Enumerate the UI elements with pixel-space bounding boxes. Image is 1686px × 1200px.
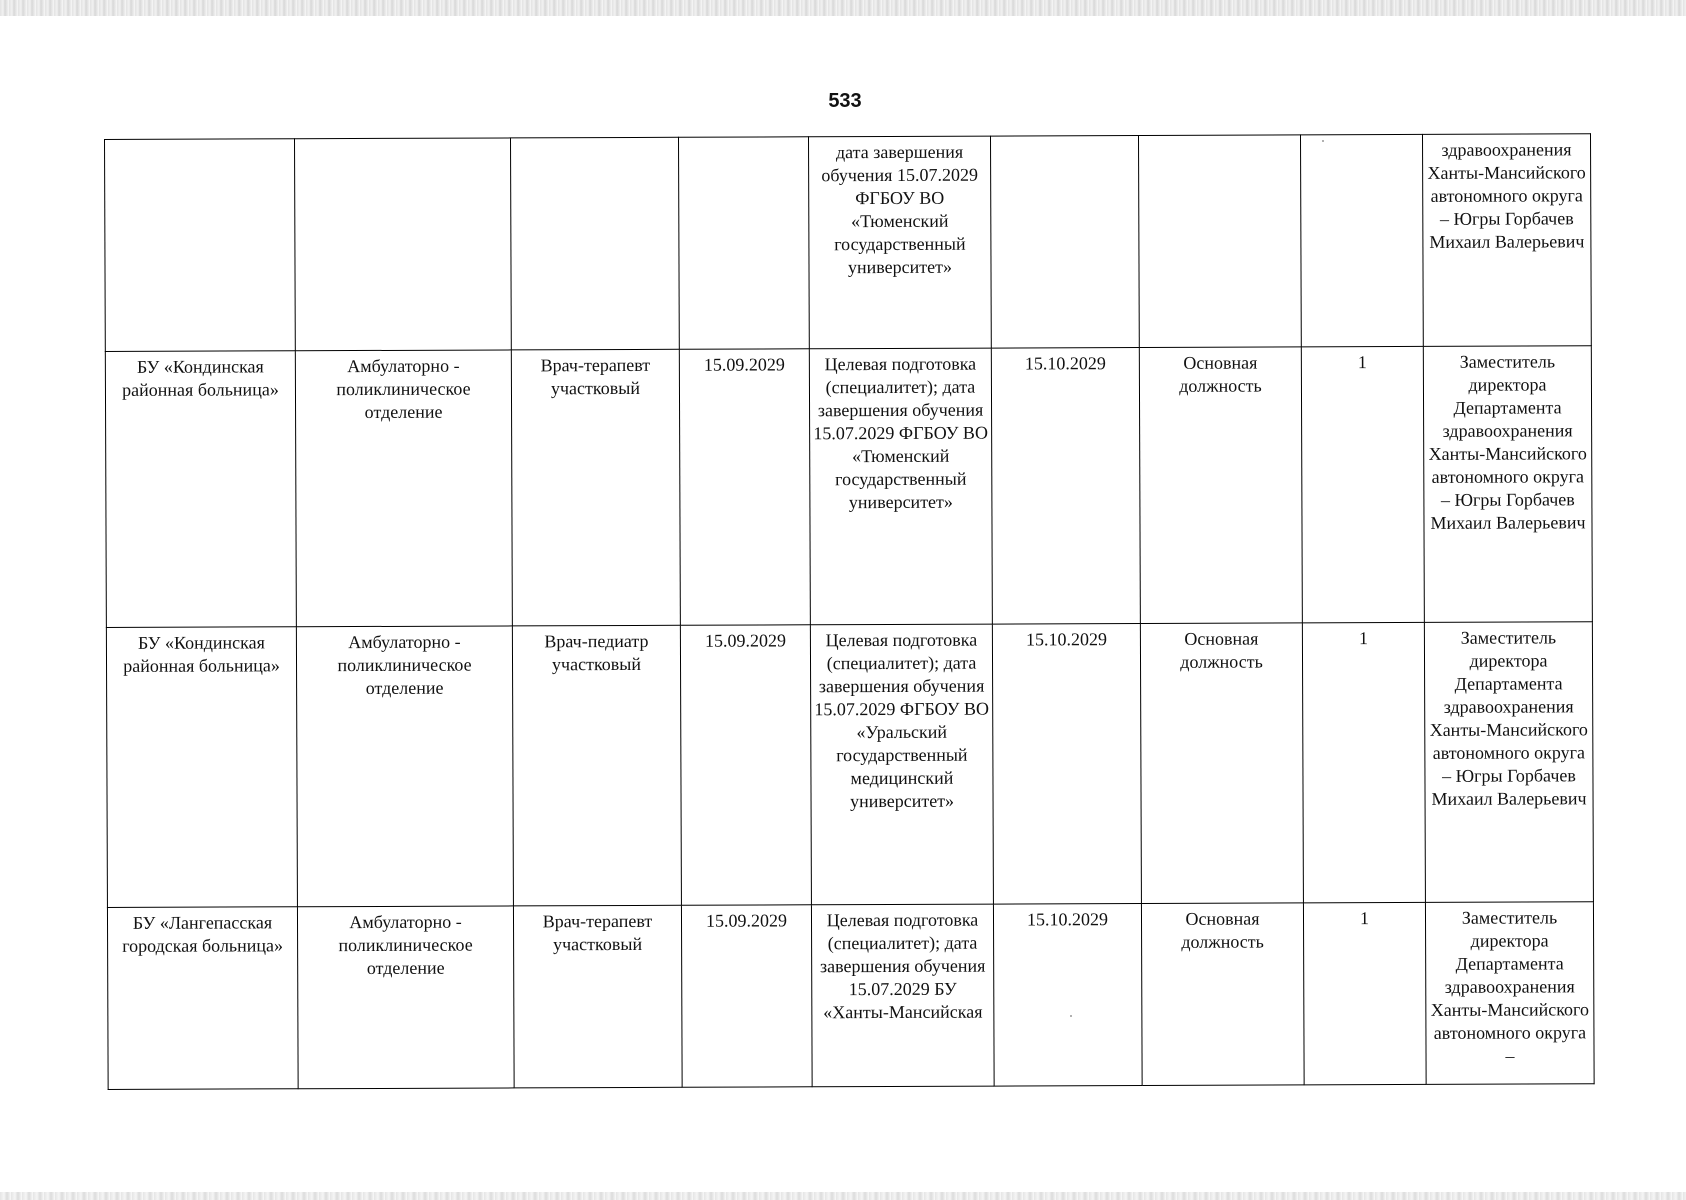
cell-count: 1 [1302, 622, 1425, 902]
cell-position: Врач-терапевт участковый [513, 905, 682, 1088]
cell-position [510, 137, 679, 350]
cell-count: 1 [1303, 902, 1426, 1084]
table-row [105, 346, 1592, 628]
cell-responsible: Заместитель директора Департамента здравоохранения Ханты-Мансийского автономного округа – Югры Горбачев Михаил Валерьевич [1423, 346, 1592, 623]
cell-employment-type: Основная должность [1139, 347, 1302, 624]
table-row [107, 902, 1594, 1090]
cell-employment-type [1138, 135, 1301, 348]
cell-date: 15.09.2029 [680, 625, 811, 905]
cell-training: Целевая подготовка (специалитет); дата завершения обучения 15.07.2029 ФГБОУ ВО «Уральский государственный медицинский университет» [810, 624, 993, 905]
scan-speck [1070, 1015, 1072, 1017]
scan-edge-top [0, 0, 1686, 16]
cell-organization [105, 139, 296, 352]
cell-responsible: Заместитель директора Департамента здравоохранения Ханты-Мансийского автономного округа – [1425, 902, 1594, 1085]
cell-organization: БУ «Кондинская районная больница» [105, 351, 296, 628]
cell-employment-type: Основная должность [1141, 903, 1304, 1086]
scan-edge-bottom [0, 1192, 1686, 1200]
cell-date: 15.09.2029 [679, 349, 810, 625]
cell-organization: БУ «Лангепасская городская больница» [107, 907, 298, 1090]
table-row [106, 622, 1593, 908]
cell-training: Целевая подготовка (специалитет); дата завершения обучения 15.07.2029 ФГБОУ ВО «Тюменский государственный университет» [809, 348, 992, 625]
cell-employment-type: Основная должность [1140, 623, 1303, 904]
document-table-wrapper [104, 133, 1594, 1089]
cell-count: 1 [1301, 346, 1424, 622]
cell-date [678, 137, 809, 349]
document-table [104, 133, 1595, 1090]
cell-start-date: 15.10.2029 [991, 348, 1140, 625]
cell-count [1300, 134, 1423, 346]
table-row [105, 134, 1592, 352]
cell-start-date [990, 136, 1139, 349]
cell-training: Целевая подготовка (специалитет); дата завершения обучения 15.07.2029 БУ «Ханты-Мансийская [811, 904, 994, 1087]
cell-department: Амбулаторно - поликлиническое отделение [296, 626, 513, 907]
cell-start-date: 15.10.2029 [993, 904, 1142, 1087]
cell-position: Врач-терапевт участковый [511, 349, 680, 626]
cell-start-date: 15.10.2029 [992, 624, 1141, 905]
cell-responsible: Заместитель директора Департамента здравоохранения Ханты-Мансийского автономного округа – Югры Горбачев Михаил Валерьевич [1424, 622, 1593, 903]
cell-department: Амбулаторно - поликлиническое отделение [297, 906, 514, 1089]
cell-training: дата завершения обучения 15.07.2029 ФГБОУ ВО «Тюменский государственный университет» [808, 136, 991, 349]
cell-organization: БУ «Кондинская районная больница» [106, 627, 297, 908]
scan-speck [1322, 140, 1324, 142]
page-number: 533 [828, 90, 862, 112]
cell-responsible: здравоохранения Ханты-Мансийского автономного округа – Югры Горбачев Михаил Валерьевич [1422, 134, 1591, 347]
cell-department [295, 138, 512, 351]
cell-position: Врач-педиатр участковый [512, 625, 681, 906]
cell-date: 15.09.2029 [681, 905, 812, 1087]
cell-department: Амбулаторно - поликлиническое отделение [295, 350, 512, 627]
